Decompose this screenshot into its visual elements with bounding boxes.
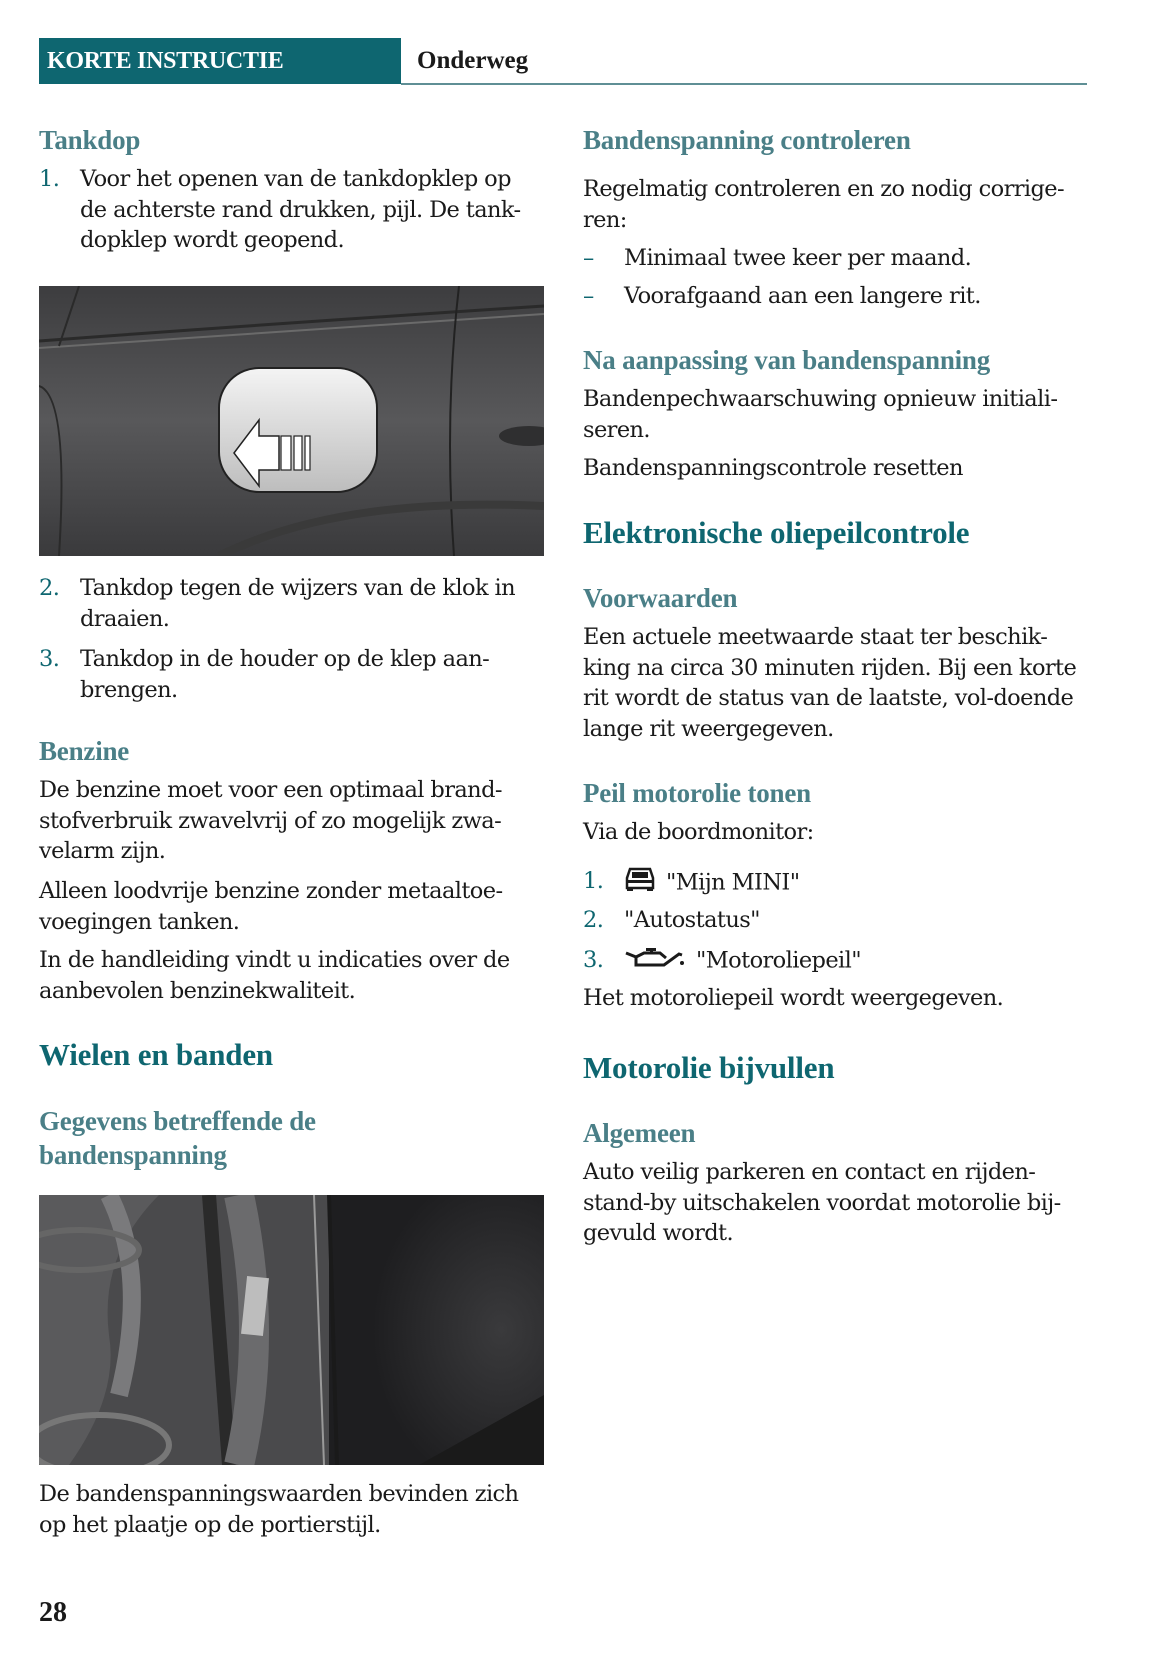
heading-oliepeilcontrole: Elektronische oliepeilcontrole bbox=[583, 515, 970, 550]
voorwaarden-text: Een actuele meetwaarde staat ter beschik-king na circa 30 minuten rijden. Bij een korte rit wordt de status van de laatste, vol-doende lange rit weergegeven. bbox=[583, 624, 1077, 742]
step-1 bbox=[39, 164, 525, 256]
fuel-flap-image bbox=[39, 286, 544, 556]
heading-benzine: Benzine bbox=[39, 736, 130, 766]
section-title: Onderweg bbox=[417, 47, 529, 74]
bullet-text: Voorafgaand aan een langere rit. bbox=[624, 283, 981, 309]
step-text: Voor het openen van de tankdopklep op de achterste rand drukken, pijl. De tank-dopklep wordt geopend. bbox=[80, 166, 521, 253]
tire-pressure-caption: De bandenspanningswaarden bevinden zich op het plaatje op de portierstijl. bbox=[39, 1481, 519, 1538]
door-pillar-image bbox=[39, 1195, 544, 1465]
oil-can-icon bbox=[624, 945, 686, 978]
bijvullen-text: Auto veilig parkeren en contact en rijden-stand-by uitschakelen voordat motorolie bij-gevuld wordt. bbox=[583, 1159, 1061, 1246]
step-number: 3. bbox=[39, 646, 60, 672]
bullet-text: Minimaal twee keer per maand. bbox=[624, 245, 972, 271]
heading-na-aanpassing: Na aanpassing van bandenspanning bbox=[583, 345, 991, 375]
heading-motorolie-bijvullen: Motorolie bijvullen bbox=[583, 1050, 835, 1085]
page-number: 28 bbox=[39, 1597, 67, 1628]
step-text: "Motoroliepeil" bbox=[696, 947, 861, 974]
step-2 bbox=[39, 573, 525, 634]
oil-step-3 bbox=[583, 945, 1069, 978]
oil-step-2 bbox=[583, 905, 1069, 936]
controleren-intro: Regelmatig controleren en zo nodig corrige-ren: bbox=[583, 176, 1064, 233]
heading-algemeen: Algemeen bbox=[583, 1118, 696, 1148]
bullet-dash: – bbox=[583, 283, 594, 309]
door-pillar-illustration bbox=[39, 1195, 544, 1465]
step-number: 2. bbox=[583, 907, 604, 933]
aanpassing-paragraph-2: Bandenspanningscontrole resetten bbox=[583, 455, 963, 481]
car-icon bbox=[624, 866, 656, 901]
benzine-paragraph-3: In de handleiding vindt u indicaties over de aanbevolen benzinekwaliteit. bbox=[39, 947, 510, 1004]
header-rule bbox=[401, 83, 1087, 85]
heading-bandenspanning-controleren: Bandenspanning controleren bbox=[583, 125, 911, 155]
step-number: 1. bbox=[583, 868, 604, 894]
aanpassing-paragraph-1: Bandenpechwaarschuwing opnieuw initiali-seren. bbox=[583, 386, 1058, 443]
oil-step-1 bbox=[583, 866, 1069, 901]
step-text: Tankdop in de houder op de klep aan-brengen. bbox=[80, 646, 490, 703]
peil-intro: Via de boordmonitor: bbox=[583, 819, 814, 845]
subheading-gegevens: Gegevens betreffende de bandenspanning bbox=[39, 1106, 316, 1170]
oil-result-text: Het motoroliepeil wordt weergegeven. bbox=[583, 985, 1004, 1011]
step-text: "Autostatus" bbox=[624, 907, 760, 933]
chapter-tag: KORTE INSTRUCTIE bbox=[39, 38, 401, 84]
step-text: "Mijn MINI" bbox=[666, 869, 800, 896]
heading-tankdop: Tankdop bbox=[39, 125, 141, 155]
step-3 bbox=[39, 644, 525, 705]
heading-wielen: Wielen en banden bbox=[39, 1037, 273, 1072]
heading-voorwaarden: Voorwaarden bbox=[583, 583, 738, 613]
step-number: 3. bbox=[583, 947, 604, 973]
page-header bbox=[39, 38, 1087, 84]
bullet-dash: – bbox=[583, 245, 594, 271]
benzine-paragraph-1: De benzine moet voor een optimaal brand-stofverbruik zwavelvrij of zo mogelijk zwa-velarm zijn. bbox=[39, 777, 502, 864]
step-number: 2. bbox=[39, 575, 60, 601]
step-text: Tankdop tegen de wijzers van de klok in draaien. bbox=[80, 575, 516, 632]
fuel-flap-illustration bbox=[39, 286, 544, 556]
bullet-1 bbox=[583, 243, 1069, 274]
bullet-2 bbox=[583, 281, 1069, 312]
step-number: 1. bbox=[39, 166, 60, 192]
heading-peil-motorolie: Peil motorolie tonen bbox=[583, 778, 811, 808]
benzine-paragraph-2: Alleen loodvrije benzine zonder metaaltoe-voegingen tanken. bbox=[39, 878, 503, 935]
